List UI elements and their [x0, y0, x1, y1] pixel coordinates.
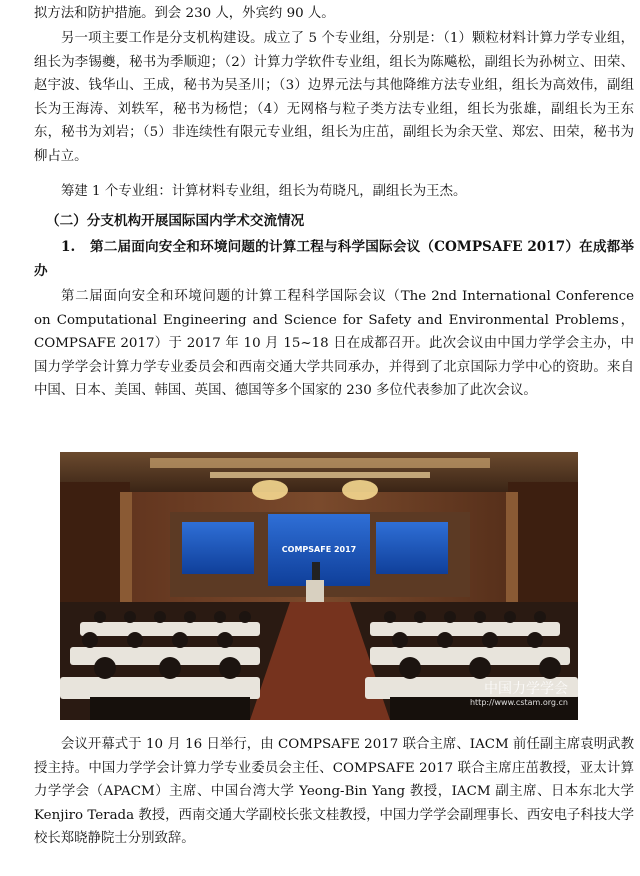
paragraph-conference-overview: 第二届面向安全和环境问题的计算工程科学国际会议（The 2nd International Conference on Computational Engineering and Science for Safety and Environmental Problems，COMPSAFE 2017）于 2017 年 10 月 15~18 日在成都召开。此次会议由中国力学学会主办，中国力学学会计算力学专业委员会和西南交通大学共同承办，并得到了北京国际力学中心的资助。来自中国、日本、美国、韩国、英国、德国等多个国家的 230 多位代表参加了此次会议。: [34, 289, 634, 398]
screen-title: COMPSAFE 2017: [281, 545, 357, 554]
watermark-name: 中国力学学会: [484, 681, 568, 697]
paragraph-branch-construction: 另一项主要工作是分支机构建设。成立了 5 个专业组，分别是：（1）颗粒材料计算力学专业组，组长为李锡夔，秘书为季顺迎；（2）计算力学软件专业组，组长为陈飚松，副组长为孙树立、田荣、赵宇波、钱华山、王成，秘书为吴圣川；（3）边界元法与其他降维方法专业组，组长为高效伟，副组长为王海涛、刘轶军，秘书为杨恺；（4）无网格与粒子类方法专业组，组长为张雄，副组长为王东东，秘书为刘岩；（5）非连续性有限元专业组，组长为庄茁，副组长为余天堂、郑宏、田荣，秘书为柳占立。: [34, 31, 634, 164]
item-title: 第二届面向安全和环境问题的计算工程与科学国际会议（COMPSAFE 2017）在成都举办: [34, 239, 635, 279]
watermark-url: http://www.cstam.org.cn: [469, 698, 568, 707]
paragraph-intro-end: 拟方法和防护措施。到会 230 人，外宾约 90 人。: [34, 6, 335, 21]
photo-watermark: [470, 682, 568, 710]
conference-hall-illustration: [60, 452, 578, 720]
item-heading: [34, 236, 634, 283]
section-heading: （二）分支机构开展国际国内学术交流情况: [46, 213, 305, 229]
paragraph-preparatory-group: 筹建 1 个专业组：计算材料专业组，组长为苟晓凡，副组长为王杰。: [61, 184, 467, 199]
paragraph-opening-ceremony: 会议开幕式于 10 月 16 日举行，由 COMPSAFE 2017 联合主席、IACM 前任副主席袁明武教授主持。中国力学学会计算力学专业委员会主任、COMPSAFE 2017 联合主席庄茁教授，亚太计算力学学会（APACM）主席、中国台湾大学 Yeong-Bin Yang 教授，IACM 副主席、日本东北大学 Kenjiro Terada 教授，西南交通大学副校长张文桂教授，中国力学学会副理事长、西安电子科技大学校长郑晓静院士分别致辞。: [34, 737, 634, 846]
item-number: 1.: [61, 239, 76, 255]
conference-photo: [60, 452, 578, 720]
